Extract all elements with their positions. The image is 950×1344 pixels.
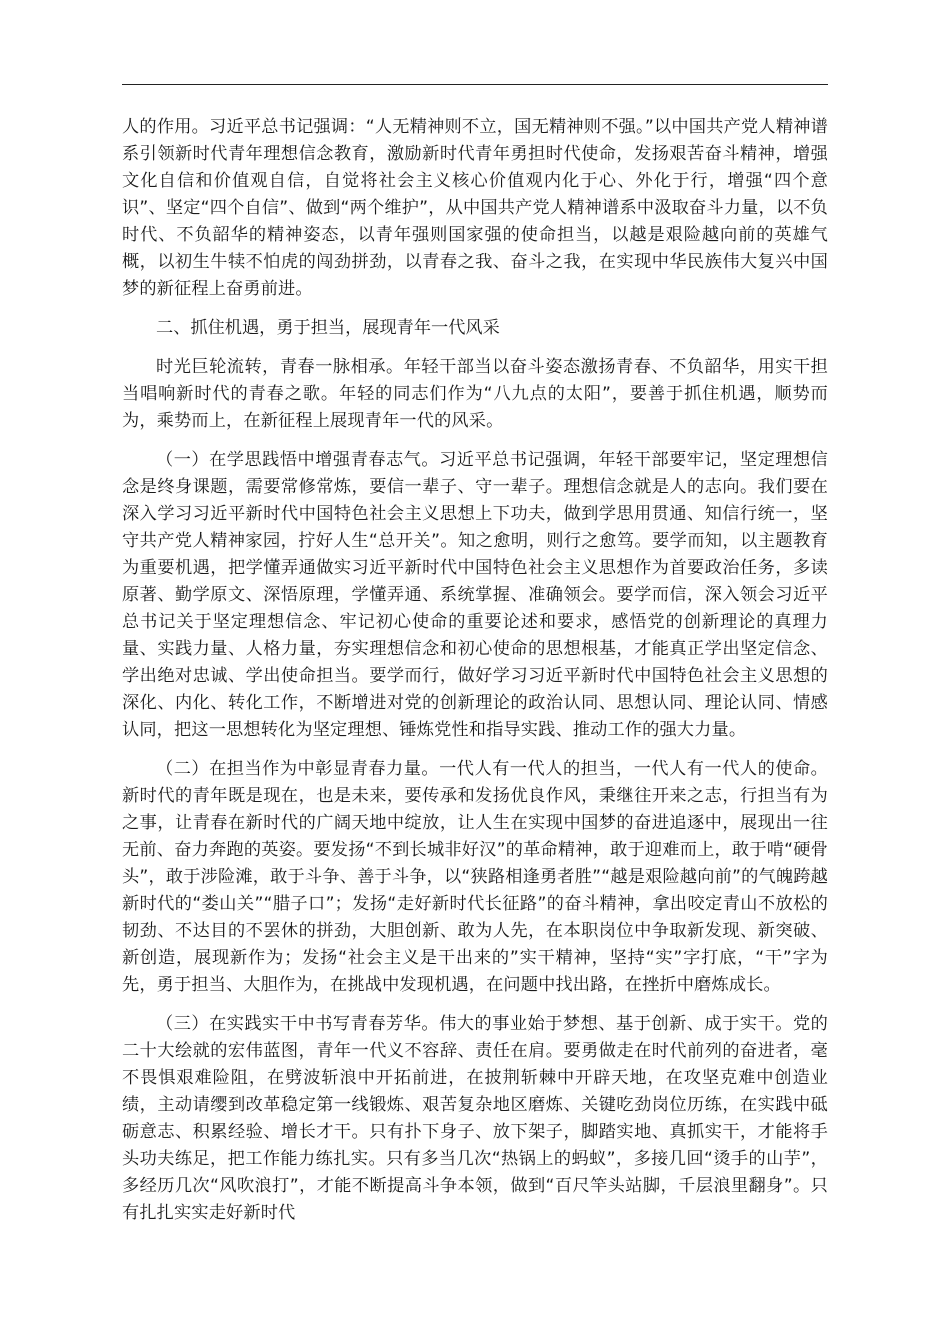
header-rule	[122, 84, 828, 85]
paragraph-point-one: （一）在学思践悟中增强青春志气。习近平总书记强调，年轻干部要牢记，坚定理想信念是终身课题，需要常修常炼，要信一辈子、守一辈子。理想信念就是人的志向。我们要在深入学习习近平新时代中国特色社会主义思想上下功夫，做到学思用贯通、知信行统一，坚守共产党人精神家园，拧好人生“总开关”。知之愈明，则行之愈笃。要学而知，以主题教育为重要机遇，把学懂弄通做实习近平新时代中国特色社会主义思想作为首要政治任务，多读原著、勤学原文、深悟原理，学懂弄通、系统掌握、准确领会。要学而信，深入领会习近平总书记关于坚定理想信念、牢记初心使命的重要论述和要求，感悟党的创新理论的真理力量、实践力量、人格力量，夯实理想信念和初心使命的思想根基，才能真正学出坚定信念、学出绝对忠诚、学出使命担当。要学而行，做好学习习近平新时代中国特色社会主义思想的深化、内化、转化工作，不断增进对党的创新理论的政治认同、思想认同、理论认同、情感认同，把这一思想转化为坚定理想、锤炼党性和指导实践、推动工作的强大力量。	[122, 450, 828, 740]
section-heading: 二、抓住机遇，勇于担当，展现青年一代风采	[156, 318, 500, 338]
paragraph-intro: 时光巨轮流转，青春一脉相承。年轻干部当以奋斗姿态激扬青春、不负韶华，用实干担当唱响新时代的青春之歌。年轻的同志们作为“八九点的太阳”，要善于抓住机遇，顺势而为，乘势而上，在新征程上展现青年一代的风采。	[122, 357, 828, 431]
body-text	[122, 114, 828, 1239]
paragraph-continuation: 人的作用。习近平总书记强调：“人无精神则不立，国无精神则不强。”以中国共产党人精神谱系引领新时代青年理想信念教育，激励新时代青年勇担时代使命，发扬艰苦奋斗精神，增强文化自信和价值观自信，自觉将社会主义核心价值观内化于心、外化于行，增强“四个意识”、坚定“四个自信”、做到“两个维护”，从中国共产党人精神谱系中汲取奋斗力量，以不负时代、不负韶华的精神姿态，以青年强则国家强的使命担当，以越是艰险越向前的英雄气概，以初生牛犊不怕虎的闯劲拼劲，以青春之我、奋斗之我，在实现中华民族伟大复兴中国梦的新征程上奋勇前进。	[122, 117, 828, 299]
paragraph-point-two: （二）在担当作为中彰显青春力量。一代人有一代人的担当，一代人有一代人的使命。新时代的青年既是现在，也是未来，要传承和发扬优良作风，秉继往开来之志，行担当有为之事，让青春在新时代的广阔天地中绽放，让人生在实现中国梦的奋进追逐中，展现出一往无前、奋力奔跑的英姿。要发扬“不到长城非好汉”的革命精神，敢于迎难而上，敢于啃“硬骨头”，敢于涉险滩，敢于斗争、善于斗争，以“狭路相逢勇者胜”“越是艰险越向前”的气魄跨越新时代的“娄山关”“腊子口”；发扬“走好新时代长征路”的奋斗精神，拿出咬定青山不放松的韧劲、不达目的不罢休的拼劲，大胆创新、敢为人先，在本职岗位中争取新发现、新突破、新创造，展现新作为；发扬“社会主义是干出来的”实干精神，坚持“实”字打底，“干”字为先，勇于担当、大胆作为，在挑战中发现机遇，在问题中找出路，在挫折中磨炼成长。	[122, 759, 828, 995]
paragraph-point-three: （三）在实践实干中书写青春芳华。伟大的事业始于梦想、基于创新、成于实干。党的二十大绘就的宏伟蓝图，青年一代义不容辞、责任在肩。要勇做走在时代前列的奋进者，毫不畏惧艰难险阻，在劈波斩浪中开拓前进，在披荆斩棘中开辟天地，在攻坚克难中创造业绩，主动请缨到改革稳定第一线锻炼、艰苦复杂地区磨炼、关键吃劲岗位历练，在实践中砥砺意志、积累经验、增长才干。只有扑下身子、放下架子，脚踏实地、真抓实干，才能将手头功夫练足，把工作能力练扎实。只有多当几次“热锅上的蚂蚁”，多接几回“烫手的山芋”，多经历几次“风吹浪打”，才能不断提高斗争本领，做到“百尺竿头站脚，千层浪里翻身”。只有扎扎实实走好新时代	[122, 1014, 828, 1223]
